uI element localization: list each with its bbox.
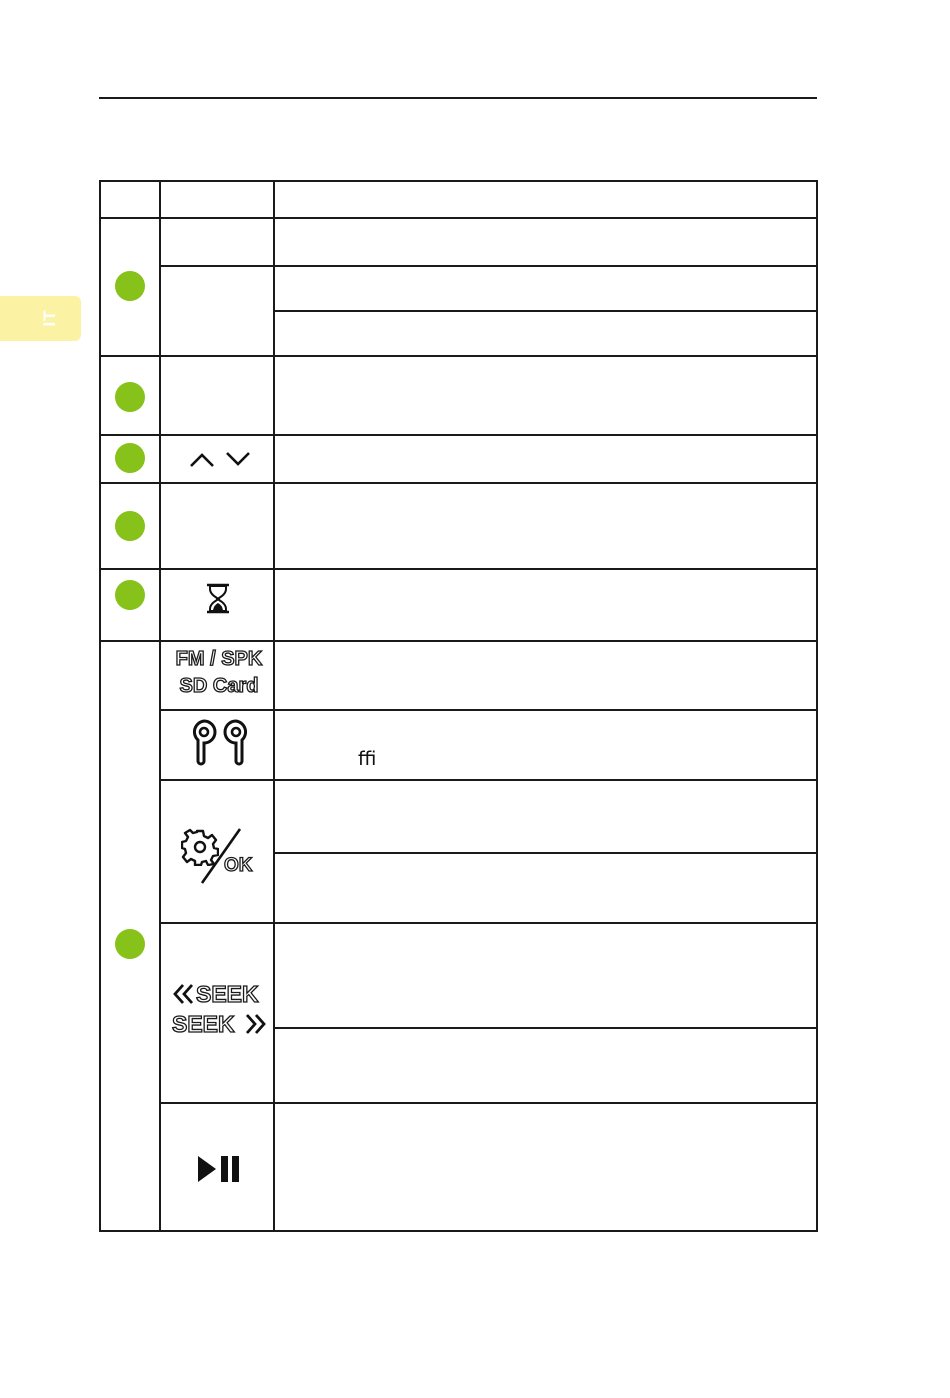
table-border-bottom — [99, 1230, 818, 1232]
table-row-divider — [274, 852, 818, 854]
table-row-divider — [160, 265, 818, 267]
chevron-down-icon — [224, 449, 252, 469]
row-number-dot — [115, 443, 145, 473]
row-number-dot — [115, 271, 145, 301]
table-row-divider — [99, 482, 818, 484]
seek-back-label: SEEK — [196, 981, 259, 1007]
seek-forward-chevrons-icon — [243, 1013, 267, 1035]
play-pause-icon — [196, 1154, 244, 1184]
table-row-divider — [99, 434, 818, 436]
mode-label-sd-card: SD Card — [179, 675, 259, 697]
language-tab-label: IT — [40, 309, 59, 327]
hourglass-icon — [204, 583, 232, 615]
earbuds-note: ﬃ — [358, 749, 377, 770]
row-number-dot — [115, 382, 145, 412]
seek-back-chevrons-icon — [172, 983, 196, 1005]
table-border-top — [99, 180, 818, 182]
row-number-dot — [115, 580, 145, 610]
row-number-dot — [115, 929, 145, 959]
table-column-divider — [159, 180, 161, 1232]
table-row-divider — [99, 568, 818, 570]
mode-label-fm-spk: FM / SPK — [175, 648, 263, 670]
table-row-divider — [160, 709, 818, 711]
table-row-divider — [99, 640, 818, 642]
earbuds-icon — [190, 718, 250, 768]
table-row-divider — [160, 922, 818, 924]
table-row-divider — [274, 1027, 818, 1029]
table-row-divider — [160, 779, 818, 781]
table-row-divider — [99, 217, 818, 219]
settings-ok-label: OK — [224, 855, 253, 876]
chevron-up-icon — [188, 449, 216, 469]
table-row-divider — [274, 310, 818, 312]
table-row-divider — [99, 355, 818, 357]
table-row-divider — [160, 1102, 818, 1104]
seek-forward-label: SEEK — [172, 1011, 235, 1037]
row-number-dot — [115, 511, 145, 541]
table-border-right — [816, 180, 818, 1232]
table-border-left — [99, 180, 101, 1232]
table-column-divider — [273, 180, 275, 1232]
